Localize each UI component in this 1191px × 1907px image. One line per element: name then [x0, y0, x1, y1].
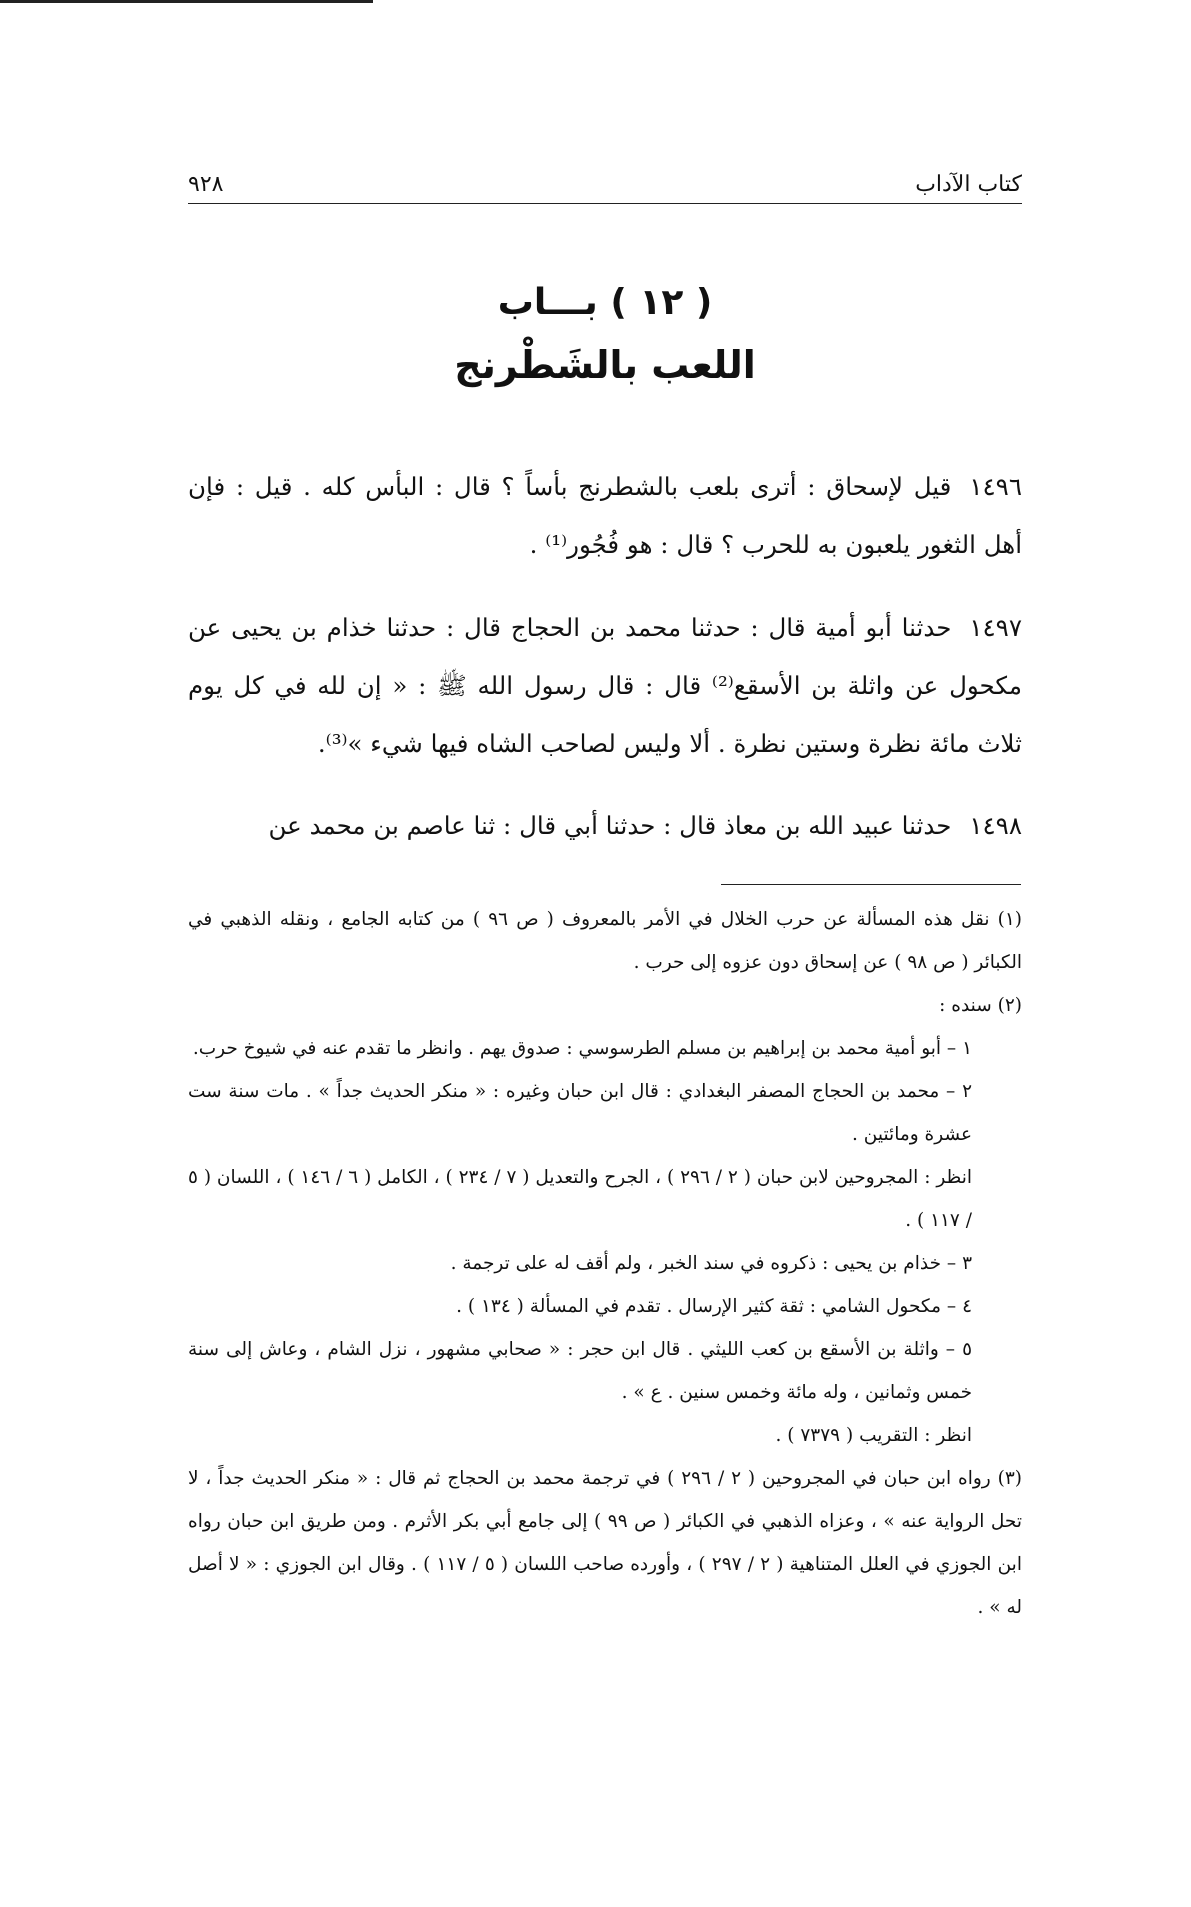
book-title: كتاب الآداب — [915, 172, 1022, 197]
entry-number: ١٤٩٨ — [969, 811, 1022, 840]
entry-1497 — [188, 599, 1022, 773]
footnote-2-ref: انظر : المجروحين لابن حبان ( ٢ / ٢٩٦ ) ، الجرح والتعديل ( ٧ / ٢٣٤ ) ، الكامل ( ٦ / ١٤٦ ) ، اللسان ( ٥ / ١١٧ ) . — [188, 1167, 972, 1231]
main-text — [188, 458, 1022, 863]
running-header — [188, 168, 1022, 204]
entry-number: ١٤٩٦ — [969, 472, 1022, 501]
footnote-2-item-1: ١ – أبو أمية محمد بن إبراهيم بن مسلم الطرسوسي : صدوق يهم . وانظر ما تقدم عنه في شيوخ حرب. — [192, 1038, 972, 1059]
chapter-title: اللعب بالشَطْرنج — [454, 343, 756, 387]
footnote-2-item-5: ٥ – واثلة بن الأسقع بن كعب الليثي . قال ابن حجر : « صحابي مشهور ، نزل الشام ، وعاش إلى سنة خمس وثمانين ، وله مائة وخمس سنين . ع » . — [188, 1339, 972, 1403]
footnote-2-item-3: ٣ – خذام بن يحيى : ذكروه في سند الخبر ، ولم أقف له على ترجمة . — [450, 1253, 972, 1274]
footnotes — [188, 898, 1022, 1629]
footnote-2-heading: (٢) سنده : — [939, 995, 1022, 1016]
footnote-2-item-2: ٢ – محمد بن الحجاج المصفر البغدادي : قال ابن حبان وغيره : « منكر الحديث جداً » . مات سنة ست عشرة ومائتين . — [188, 1081, 972, 1145]
page-number: ٩٢٨ — [188, 172, 224, 197]
chapter-number: ( ١٢ ) بـــاب — [497, 282, 713, 323]
entry-number: ١٤٩٧ — [969, 612, 1022, 642]
footnote-3: (٣) رواه ابن حبان في المجروحين ( ٢ / ٢٩٦ ) في ترجمة محمد بن الحجاج ثم قال : « منكر الحديث جداً ، لا تحل الرواية عنه » ، وعزاه الذهبي في الكبائر ( ص ٩٩ ) إلى جامع أبي بكر الأثرم . ومن طريق ابن حبان رواه ابن الجوزي في العلل المتناهية ( ٢ / ٢٩٧ ) ، وأورده صاحب اللسان ( ٥ / ١١٧ ) . وقال ابن الجوزي : « لا أصل له » . — [188, 1468, 1022, 1618]
top-edge-rule — [0, 0, 373, 3]
chapter-heading — [188, 275, 1022, 395]
entry-text: حدثنا عبيد الله بن معاذ قال : حدثنا أبي قال : ثنا عاصم بن محمد عن — [268, 811, 952, 840]
footnote-1: (١) نقل هذه المسألة عن حرب الخلال في الأمر بالمعروف ( ص ٩٦ ) من كتابه الجامع ، ونقله الذهبي في الكبائر ( ص ٩٨ ) عن إسحاق دون عزوه إلى حرب . — [188, 909, 1022, 973]
entry-text: حدثنا أبو أمية قال : حدثنا محمد بن الحجاج قال : حدثنا خذام بن يحيى عن مكحول عن واثلة بن الأسقع⁽²⁾ قال : قال رسول الله ﷺ : « إن لله في كل يوم ثلاث مائة نظرة وستين نظرة . ألا وليس لصاحب الشاه فيها شيء »⁽³⁾. — [188, 612, 1022, 758]
footnote-2-ref-2: انظر : التقريب ( ٧٣٧٩ ) . — [775, 1425, 972, 1446]
entry-1498 — [188, 797, 1022, 855]
footnote-2-item-4: ٤ – مكحول الشامي : ثقة كثير الإرسال . تقدم في المسألة ( ١٣٤ ) . — [456, 1296, 972, 1317]
footnote-separator — [721, 884, 1021, 885]
entry-text: قيل لإسحاق : أترى بلعب بالشطرنج بأساً ؟ قال : البأس كله . قيل : فإن أهل الثغور يلعبون به للحرب ؟ قال : هو فُجُور⁽¹⁾ . — [188, 472, 1022, 559]
entry-1496 — [188, 458, 1022, 574]
